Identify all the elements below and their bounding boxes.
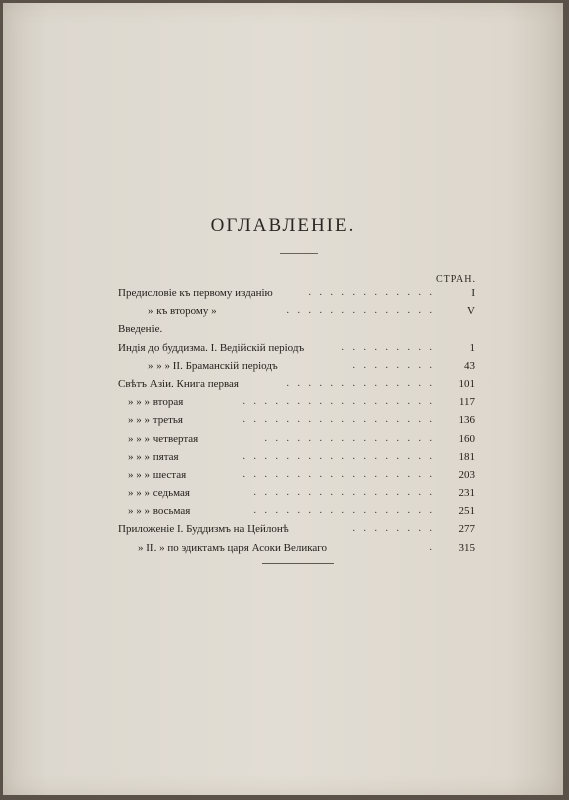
toc-entry: [118, 485, 475, 503]
toc-entry: [118, 340, 475, 358]
toc-entry-page: 101: [458, 377, 475, 390]
title-divider: [280, 253, 318, 254]
toc-entry-page: V: [467, 305, 475, 318]
page-column-header: СТРАН.: [435, 274, 476, 285]
toc-entry-label: » » » четвертая: [128, 432, 199, 445]
book-page: [3, 3, 563, 795]
toc-entry: [118, 285, 475, 303]
toc-entry-label: Предисловіе къ первому изданію: [118, 287, 273, 299]
toc-entry-page: 315: [458, 541, 475, 554]
toc-entry-label: » II. » по эдиктамъ царя Асоки Великаго: [138, 541, 328, 554]
toc-leader-dots: . . . . . . . . . . . . . .: [286, 305, 435, 317]
toc-leader-dots: . . . . . . . . . . . . . . . .: [264, 432, 435, 444]
toc-entry-page: 231: [458, 487, 475, 500]
toc-leader-dots: . . . . . . . . . . . . . . . . . .: [242, 414, 435, 426]
toc-entry-page: 1: [469, 341, 475, 354]
toc-entry-page: 203: [458, 468, 475, 481]
toc-entry: [118, 358, 475, 376]
toc-entry: [118, 412, 475, 430]
toc-leader-dots: . . . . . . . .: [352, 359, 435, 371]
table-of-contents: [118, 285, 475, 558]
toc-entry-page: 117: [458, 396, 475, 409]
toc-entry-label: Приложеніе I. Буддизмъ на Цейлонѣ: [118, 523, 289, 536]
toc-entry-page: 160: [458, 432, 475, 445]
toc-entry-label: » » » вторая: [128, 396, 184, 409]
toc-entry-page: 136: [458, 414, 475, 427]
toc-entry-label: Индія до буддизма. I. Ведійскій періодъ: [118, 341, 305, 354]
toc-entry-page: 251: [458, 505, 475, 518]
toc-leader-dots: . . . . . . . . . . . . . . . . .: [253, 505, 435, 517]
end-divider: [262, 563, 334, 564]
toc-entry: [118, 540, 475, 558]
toc-entry-label: » » » восьмая: [128, 505, 191, 518]
toc-entry-label: » » » II. Браманскій періодъ: [148, 359, 278, 372]
toc-entry: [118, 376, 475, 394]
toc-entry-label: Свѣтъ Азіи. Книга первая: [118, 377, 239, 390]
toc-entry-page: 277: [458, 523, 475, 536]
toc-entry: [118, 431, 475, 449]
toc-entry-label: » » » седьмая: [128, 487, 190, 500]
toc-entry: [118, 521, 475, 539]
toc-entry-label: » » » шестая: [128, 468, 187, 481]
toc-entry-label: » къ второму »: [148, 305, 217, 318]
toc-leader-dots: . . . . . . . . .: [341, 341, 435, 353]
toc-leader-dots: . . . . . . . . . . . . . . . . .: [253, 487, 435, 499]
toc-leader-dots: . . . . . . . . . . . . . . . . . .: [242, 396, 435, 408]
toc-entry: [118, 394, 475, 412]
toc-leader-dots: . . . . . . . . . . . . . . . . . .: [242, 468, 435, 480]
toc-leader-dots: . . . . . . . . . . . .: [308, 287, 435, 298]
toc-leader-dots: . . . . . . . . . . . . . .: [286, 377, 435, 389]
toc-entry-label: » » » пятая: [128, 450, 179, 463]
toc-leader-dots: . . . . . . . .: [352, 523, 435, 535]
toc-entry-page: 43: [464, 359, 475, 372]
toc-entry: [118, 467, 475, 485]
page-title: ОГЛАВЛЕНІЕ.: [210, 215, 356, 236]
toc-entry: [118, 303, 475, 321]
toc-entry: [118, 503, 475, 521]
toc-leader-dots: . . . . . . . . . . . . . . . . . .: [242, 450, 435, 462]
toc-entry-label: Введеніе.: [118, 323, 163, 336]
toc-leader-dots: .: [429, 541, 435, 553]
toc-entry: [118, 449, 475, 467]
toc-entry-label: » » » третья: [128, 414, 183, 427]
toc-entry-page: 181: [458, 450, 475, 463]
toc-entry: [118, 321, 475, 339]
toc-entry-page: I: [471, 287, 475, 299]
